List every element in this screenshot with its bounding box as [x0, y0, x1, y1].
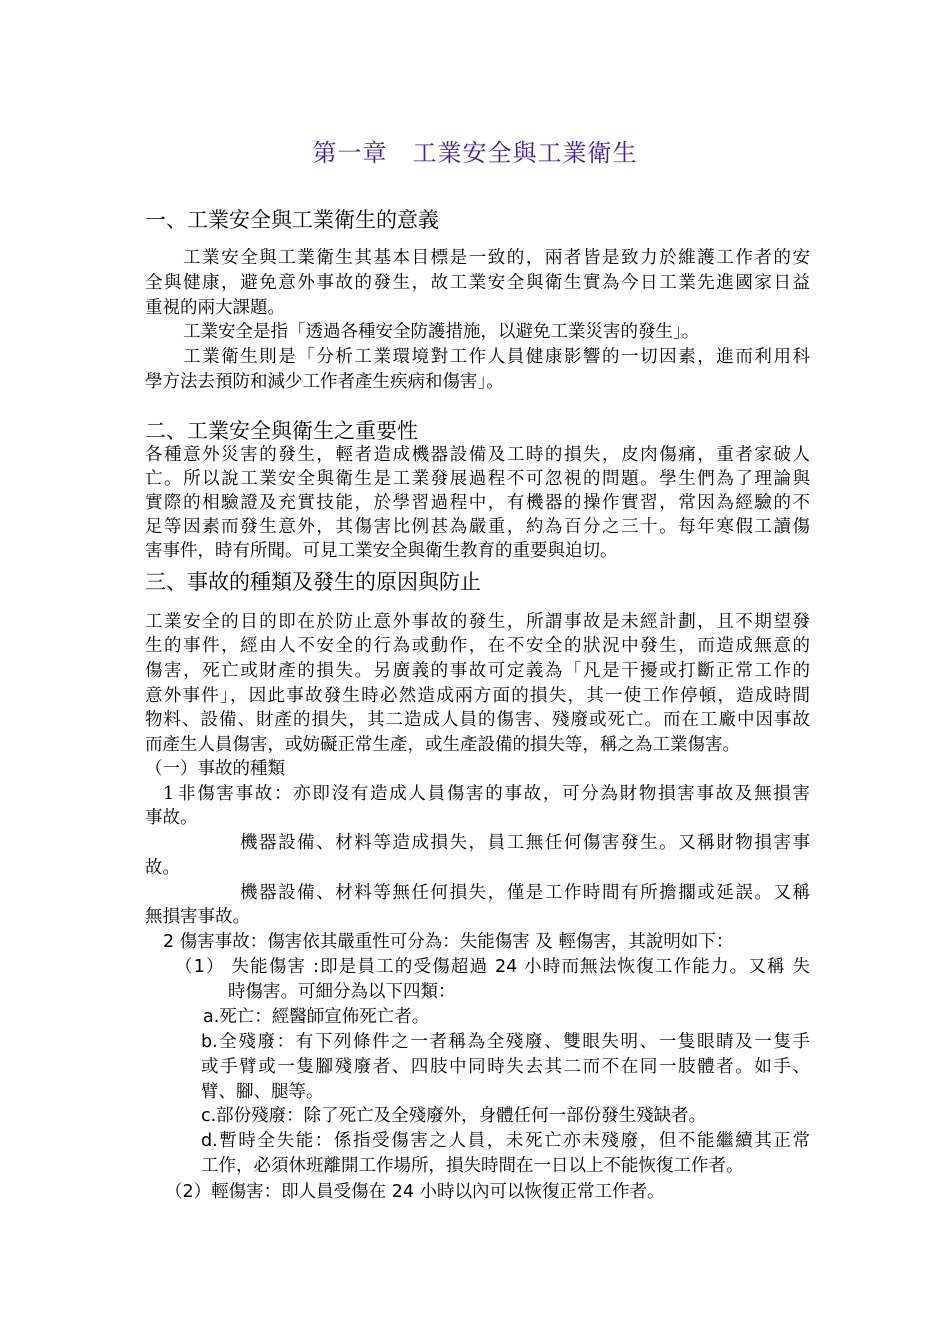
- item-a-death: a.死亡：經醫師宣佈死亡者。: [203, 1007, 430, 1027]
- s1-definition-hygiene: 工業衛生則是「分析工業環境對工作人員健康影響的一切因素，進而利用科: [183, 347, 810, 367]
- item-d-line: 工作，必須休班離開工作場所，損失時間在一日以上不能恢復工作者。: [201, 1156, 744, 1176]
- s1-paragraph-line: 工業安全與工業衛生其基本目標是一致的，兩者皆是致力於維護工作者的安: [183, 248, 810, 268]
- s3-line: 生的事件，經由人不安全的行為或動作，在不安全的狀況中發生，而造成無意的: [145, 636, 810, 656]
- item-1a-line: 機器設備、材料等造成損失，員工無任何傷害發生。又稱財物損害事: [240, 833, 810, 853]
- section-1-heading: 一、工業安全與工業衛生的意義: [145, 208, 439, 232]
- section-2-heading: 二、工業安全與衛生之重要性: [145, 419, 418, 443]
- s1-definition-safety: 工業安全是指「透過各種安全防護措施，以避免工業災害的發生」。: [183, 322, 700, 342]
- s3-line: 工業安全的目的即在於防止意外事故的發生，所謂事故是未經計劃，且不期望發: [145, 612, 810, 632]
- s3-line: 意外事件」，因此事故發生時必然造成兩方面的損失，其一使工作停頓，造成時間: [145, 686, 810, 706]
- item-1-number-text: 1: [163, 784, 175, 804]
- s3-line: 傷害，死亡或財產的損失。另廣義的事故可定義為「凡是干擾或打斷正常工作的: [145, 661, 810, 681]
- page-title: 第一章 工業安全與工業衛生: [312, 139, 638, 167]
- subheading-accident-types: （一）事故的種類: [145, 759, 285, 779]
- item-b-line: 臂、腳、腿等。: [201, 1082, 324, 1102]
- item-1b-line: 無損害事故。: [145, 907, 250, 927]
- s2-line: 足等因素而發生意外，其傷害比例甚為嚴重，約為百分之三十。每年寒假工讀傷: [145, 517, 810, 537]
- item-1-line: 事故。: [145, 808, 198, 828]
- s3-line: 而產生人員傷害，或妨礙正常生產，或生產設備的損失等，稱之為工業傷害。: [145, 735, 740, 755]
- item-b-line: b.全殘廢：有下列條件之一者稱為全殘廢、雙眼失明、一隻眼睛及一隻手: [201, 1032, 810, 1052]
- item-2-line: 2 傷害事故：傷害依其嚴重性可分為：失能傷害 及 輕傷害，其說明如下：: [163, 932, 734, 952]
- item-b-line: 或手臂或一隻腳殘廢者、四肢中同時失去其二而不在同一肢體者。如手、: [201, 1057, 810, 1077]
- item-2-1-line: 時傷害。可細分為以下四類：: [228, 982, 456, 1002]
- s2-line: 實際的相驗證及充實技能，於學習過程中，有機器的操作實習，常因為經驗的不: [145, 493, 810, 513]
- s3-line: 物料、設備、財產的損失，其二造成人員的傷害、殘廢或死亡。而在工廠中因事故: [145, 710, 810, 730]
- s1-paragraph-line: 重視的兩大課題。: [145, 298, 285, 318]
- s2-line: 亡。所以說工業安全與衛生是工業發展過程不可忽視的問題。學生們為了理論與: [145, 469, 810, 489]
- item-2-2-line: （2）輕傷害：即人員受傷在 24 小時以內可以恢復正常工作者。: [165, 1182, 665, 1202]
- item-d-line: d.暫時全失能：係指受傷害之人員，未死亡亦未殘廢，但不能繼續其正常: [201, 1131, 810, 1151]
- s1-definition-hygiene: 學方法去預防和減少工作者產生疾病和傷害」。: [145, 372, 504, 392]
- item-1b-line: 機器設備、材料等無任何損失，僅是工作時間有所擔擱或延誤。又稱: [240, 883, 810, 903]
- section-3-heading: 三、事故的種類及發生的原因與防止: [145, 570, 481, 594]
- s2-line: 各種意外災害的發生，輕者造成機器設備及工時的損失，皮肉傷痛，重者家破人: [145, 445, 810, 465]
- item-1a-line: 故。: [145, 858, 180, 878]
- item-c-line: c.部份殘廢：除了死亡及全殘廢外，身體任何一部份發生殘缺者。: [201, 1106, 707, 1126]
- s2-line: 害事件，時有所聞。可見工業安全與衛生教育的重要與迫切。: [145, 541, 618, 561]
- item-1-line: 非傷害事故：亦即沒有造成人員傷害的事故，可分為財物損害事故及無損害: [178, 784, 810, 804]
- item-2-1-line: （1） 失能傷害 :即是員工的受傷超過 24 小時而無法恢復工作能力。又稱 失: [175, 957, 810, 977]
- s1-paragraph-line: 全與健康，避免意外事故的發生，故工業安全與衛生實為今日工業先進國家日益: [145, 273, 810, 293]
